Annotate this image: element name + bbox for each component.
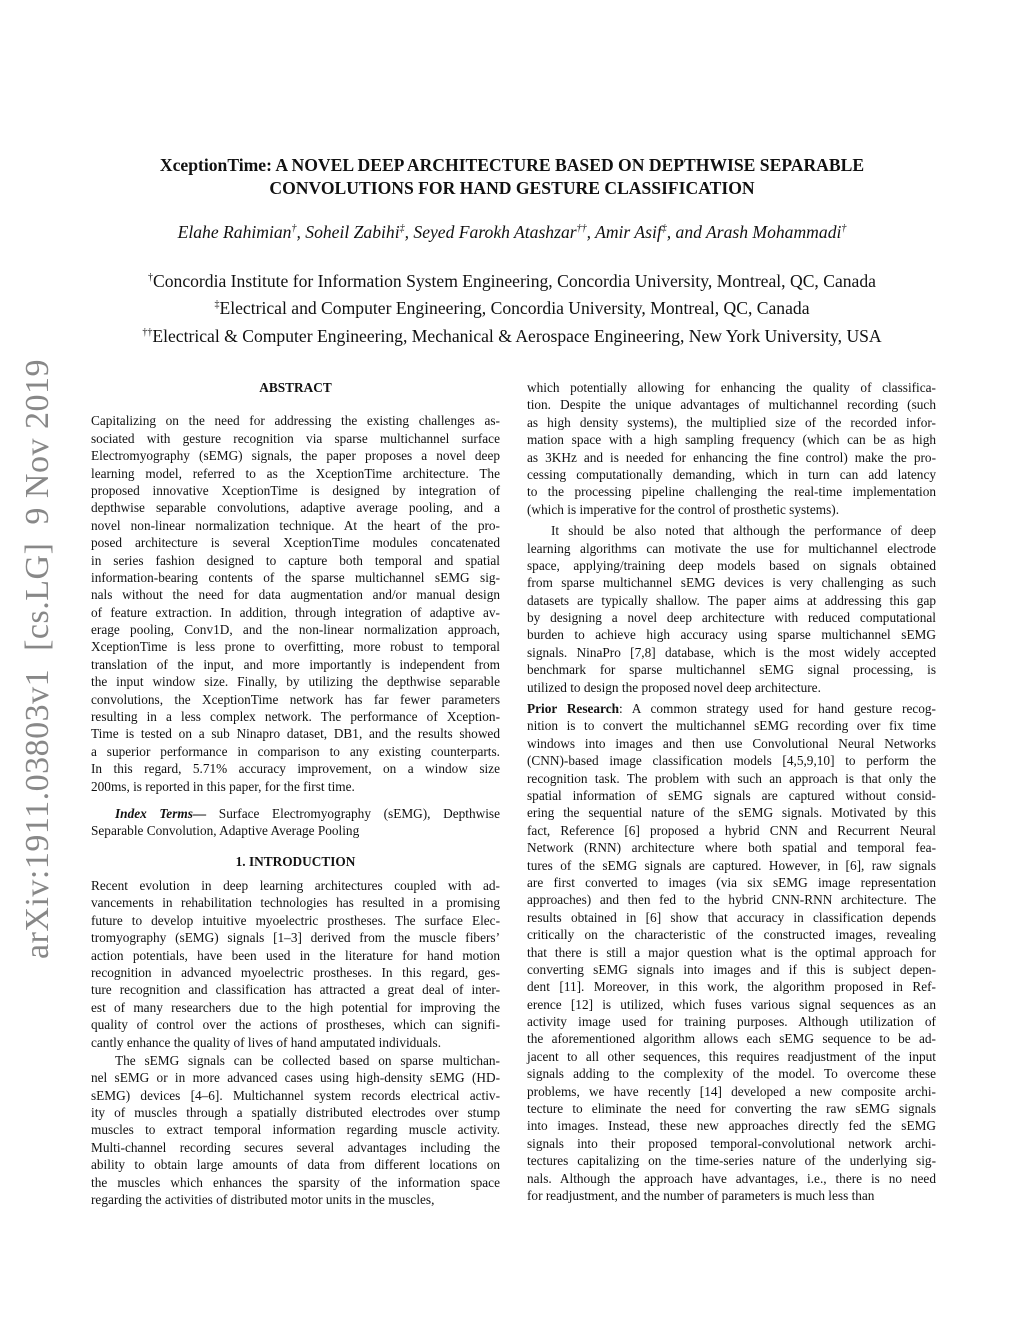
text-line — [91, 638, 500, 655]
line-text: regarding the activities of distributed motor units in the muscles, — [91, 1192, 435, 1208]
paragraph-lead-in: Prior Research — [527, 701, 620, 717]
line-text: dent [11]. Moreover, in this work, the algorithm proposed in Ref- — [527, 979, 936, 995]
line-text: posed architecture is several XceptionTime modules concatenated — [91, 535, 500, 551]
line-text: muscles to extract temporal information regarding muscle activity. — [91, 1122, 500, 1138]
line-text: of feature extraction. In addition, through integration of adaptive av- — [91, 604, 500, 620]
line-text: utilized to design the proposed novel deep architecture. — [527, 679, 821, 695]
text-line — [91, 1016, 500, 1033]
line-text: nition is to convert the multichannel sEMG recording over fix time — [527, 718, 936, 734]
text-line — [91, 656, 500, 673]
affiliation-mark: †† — [576, 223, 587, 235]
line-text: mation space with a high sampling frequency (which can be as high — [527, 432, 936, 448]
line-text: novel non-linear normalization technique. At the heart of the pro- — [91, 517, 500, 533]
line-text: sEMG) devices [4–6]. Multichannel system records electrical activ- — [91, 1087, 500, 1103]
line-text: recognition task. The problem with such an approach is that only the — [527, 770, 936, 786]
text-line — [527, 661, 936, 678]
line-text: recognition in advanced myoelectric prostheses. In this regard, ges- — [91, 964, 500, 980]
text-line — [91, 621, 500, 638]
text-line — [527, 449, 936, 466]
introduction-right-column — [527, 379, 936, 1204]
line-text: by designing a novel deep architecture with reduced computational — [527, 610, 936, 626]
author-name: and Arash Mohammadi — [675, 222, 842, 242]
line-text: fact, Reference [6] proposed a hybrid CNN and Recurrent Neural — [527, 822, 936, 838]
line-text: erage pooling, Conv1D, and the non-linear normalization approach, — [91, 622, 500, 638]
affiliation-text: Electrical and Computer Engineering, Concordia University, Montreal, QC, Canada — [219, 298, 810, 319]
paragraph — [91, 412, 500, 795]
line-text: quality of control over the actions of prostheses, which can signifi- — [91, 1017, 500, 1033]
line-text: spatial information of sEMG signals are captured without consid- — [527, 787, 936, 803]
text-line — [91, 760, 500, 777]
line-text: burden to achieve high accuracy using sparse multichannel sEMG — [527, 627, 936, 643]
introduction-heading-block — [91, 853, 500, 870]
line-text: nel sEMG or in more advanced cases using high-density sEMG (HD- — [91, 1070, 500, 1086]
line-text: future to develop intuitive myoelectric prostheses. The surface Elec- — [91, 912, 500, 928]
line-text: Surface Electromyography (sEMG), Depthwise — [206, 806, 500, 821]
text-line — [527, 414, 936, 431]
affiliation-mark: ‡ — [399, 223, 405, 235]
line-text: XceptionTime is less prone to overfitting, more robust to temporal — [91, 639, 500, 655]
line-text: datasets are typically shallow. The paper aims at addressing this gap — [527, 592, 936, 608]
text-line — [527, 700, 936, 717]
line-text: the input window size. Finally, by utilizing the depthwise separable — [91, 674, 500, 690]
line-text: Separable Convolution, Adaptive Average Pooling — [91, 823, 360, 839]
text-line — [527, 735, 936, 752]
text-line — [91, 412, 500, 429]
author-name: Soheil Zabihi — [305, 222, 400, 242]
text-line — [91, 964, 500, 981]
line-text: critically on the characteristic of the constructed images, revealing — [527, 927, 936, 943]
affiliation-line — [40, 321, 984, 348]
line-text: in series fashion designed to capture both temporal and spatial — [91, 552, 500, 568]
text-line — [91, 691, 500, 708]
line-text: tion. Despite the unique advantages of multichannel recording (such — [527, 397, 936, 413]
line-text: tromyography (sEMG) signals [1–3] derived from the muscle fibers’ — [91, 930, 500, 946]
line-text: cessing computationally demanding, which in turn can add latency — [527, 466, 936, 482]
text-line — [91, 499, 500, 516]
abstract-heading: ABSTRACT — [259, 380, 332, 395]
text-line — [527, 483, 936, 500]
line-text: as 3KHz and is needed for enhancing the fine control) make the pro- — [527, 449, 936, 465]
text-line — [91, 778, 500, 795]
paper-title — [60, 154, 964, 200]
text-line — [91, 604, 500, 621]
text-line — [527, 1048, 936, 1065]
text-line — [527, 996, 936, 1013]
text-line — [527, 1135, 936, 1152]
affiliation-mark: ‡ — [214, 299, 220, 311]
line-text: Recent evolution in deep learning architectures coupled with ad- — [91, 878, 500, 893]
line-text: as high density systems), the multiplied size of the recorded infor- — [527, 414, 936, 430]
text-line — [527, 804, 936, 821]
text-line — [91, 1156, 500, 1173]
text-line — [91, 1121, 500, 1138]
text-line — [527, 540, 936, 557]
line-text: into images. Instead, these new approaches directly fed the sEMG — [527, 1118, 936, 1134]
line-text: nals. Although the approach have advantages, i.e., there is no need — [527, 1170, 936, 1186]
abstract-section — [91, 379, 500, 795]
line-text: vancements in rehabilitation technologies has resulted in a promising — [91, 895, 500, 911]
affiliations — [40, 266, 984, 348]
line-text: : A common strategy used for hand gesture recog- — [619, 701, 936, 717]
text-line — [527, 1170, 936, 1187]
text-line — [91, 743, 500, 760]
line-text: tectures capitalizing on the time-series nature of the underlying sig- — [527, 1153, 936, 1169]
line-text: approaches) and then fed to the hybrid CNN-RNN architecture. The — [527, 892, 936, 908]
text-line — [527, 592, 936, 609]
text-line — [527, 626, 936, 643]
text-line — [527, 717, 936, 734]
line-text: the muscles which enhances the sparsity of the information space — [91, 1174, 500, 1190]
text-line — [91, 430, 500, 447]
line-text: benchmark for sparse multichannel sEMG signal processing, is — [527, 662, 936, 678]
introduction-left-column — [91, 877, 500, 1208]
line-text: learning algorithms can motivate the use for multichannel electrode — [527, 540, 936, 556]
line-text: to the processing pipeline challenging the real-time implementation — [527, 484, 936, 500]
introduction-heading: 1. INTRODUCTION — [235, 854, 356, 869]
line-text: activity image used for training purposes. Although utilization of — [527, 1014, 936, 1030]
line-text: ering the sequential nature of the sEMG signals. Motivated by this — [527, 805, 936, 821]
abstract-body — [91, 412, 500, 795]
line-text: tures of the sEMG signals are captured. However, in [6], raw signals — [527, 857, 936, 873]
text-line — [91, 1034, 500, 1051]
line-text: Capitalizing on the need for addressing the existing challenges as- — [91, 413, 500, 429]
text-line — [91, 586, 500, 603]
text-line — [91, 725, 500, 742]
line-text: converting sEMG signals into images and if this is subject depen- — [527, 961, 936, 977]
line-text: ability to obtain large amounts of data from different locations on — [91, 1157, 500, 1173]
line-text: translation of the input, and more importantly is independent from — [91, 656, 500, 672]
text-line — [91, 673, 500, 690]
line-text: 200ms, is reported in this paper, for the first time. — [91, 778, 355, 794]
text-line — [91, 877, 500, 894]
affiliation-mark: † — [291, 223, 297, 235]
line-text: In this regard, 5.71% accuracy improvement, on a window size — [91, 761, 500, 777]
line-text: a superior performance in comparison to any existing counterparts. — [91, 743, 500, 759]
text-line — [91, 1069, 500, 1086]
text-line — [91, 1139, 500, 1156]
text-line — [91, 1104, 500, 1121]
paragraph — [527, 700, 936, 1204]
affiliation-mark: † — [841, 223, 847, 235]
line-text: resulting in a less complex network. The performance of Xception- — [91, 709, 500, 725]
line-text: from sparse multichannel sEMG devices is very challenging as such — [527, 575, 936, 591]
text-line — [527, 1065, 936, 1082]
line-text: problems, we have recently [14] developed a new composite archi- — [527, 1083, 936, 1099]
text-line — [527, 909, 936, 926]
text-line — [91, 1174, 500, 1191]
line-text: nals without the need for data augmentation and/or manual design — [91, 587, 500, 603]
index-terms — [91, 805, 500, 840]
text-line — [527, 978, 936, 995]
line-text: action potentials, have been used in the literature for hand motion — [91, 947, 500, 963]
text-line — [91, 465, 500, 482]
text-line — [527, 1117, 936, 1134]
line-text: Network (RNN) architecture where both spatial and temporal fea- — [527, 840, 936, 856]
affiliation-mark: †† — [142, 326, 153, 338]
line-text: ity of muscles through a spatially distributed electrodes over stump — [91, 1105, 500, 1121]
author-list: Elahe Rahimian†, Soheil Zabihi‡, Seyed Farokh Atashzar††, Amir Asif‡, and Arash Mohammadi† — [177, 222, 847, 242]
line-text: It should be also noted that although the performance of deep — [551, 523, 936, 539]
line-text: which potentially allowing for enhancing the quality of classifica- — [527, 380, 936, 395]
line-text: signals into their proposed temporal-convolutional network archi- — [527, 1135, 936, 1151]
text-line — [527, 609, 936, 626]
line-text: (which is imperative for the control of prosthetic systems). — [527, 501, 840, 517]
line-text: (CNN)-based image classification models [4,5,9,10] to perform the — [527, 753, 936, 769]
line-text: est of many researchers due to the high potential for improving the — [91, 999, 500, 1015]
line-text: for readjustment, and the number of parameters is much less than — [527, 1187, 875, 1203]
affiliation-mark: ‡ — [661, 223, 667, 235]
text-line — [527, 787, 936, 804]
text-line — [527, 944, 936, 961]
line-text: Time is tested on a sub Ninapro dataset, DB1, and the results showed — [91, 726, 500, 742]
title-line: CONVOLUTIONS FOR HAND GESTURE CLASSIFICATION — [269, 178, 755, 198]
text-line — [91, 894, 500, 911]
text-line — [527, 1013, 936, 1030]
line-text: results obtained in [6] show that accuracy in classification depends — [527, 909, 936, 925]
line-text: that there is still a major question what is the optimal approach for — [527, 944, 936, 960]
text-line — [91, 1087, 500, 1104]
line-text: proposed innovative XceptionTime is designed by integration of — [91, 482, 500, 498]
paragraph — [91, 877, 500, 1051]
line-text: windows into images and then use Convolutional Neural Networks — [527, 735, 936, 751]
text-line — [527, 822, 936, 839]
text-line — [527, 522, 936, 539]
line-text: are first converted to images (via six sEMG image representation — [527, 874, 936, 890]
text-line — [91, 929, 500, 946]
text-line — [527, 379, 936, 396]
line-text: The sEMG signals can be collected based on sparse multichan- — [115, 1052, 500, 1068]
text-line — [527, 574, 936, 591]
text-line — [527, 466, 936, 483]
text-line — [527, 1030, 936, 1047]
text-line — [91, 517, 500, 534]
text-line — [527, 679, 936, 696]
text-line — [527, 1100, 936, 1117]
text-line — [91, 805, 500, 822]
text-line — [91, 947, 500, 964]
text-line — [527, 431, 936, 448]
line-text: Electromyography (sEMG) signals, the paper proposes a novel deep — [91, 448, 500, 464]
line-text: cantly enhance the quality of lives of hand amputated individuals. — [91, 1034, 442, 1050]
text-line — [91, 822, 500, 839]
text-line — [91, 1191, 500, 1208]
text-line — [527, 1083, 936, 1100]
title-line: XceptionTime: A NOVEL DEEP ARCHITECTURE BASED ON DEPTHWISE SEPARABLE — [159, 155, 865, 175]
text-line — [91, 569, 500, 586]
affiliation-line — [40, 293, 984, 320]
arxiv-identifier-stamp: arXiv:1911.03803v1 [cs.LG] 9 Nov 2019 — [19, 359, 56, 959]
text-line — [91, 708, 500, 725]
line-text: depthwise separable convolutions, adaptive average pooling, and a — [91, 500, 500, 516]
affiliation-mark: † — [148, 272, 153, 283]
line-text: the aforementioned algorithm allows each sEMG sequence to be ad- — [527, 1031, 936, 1047]
text-line — [91, 447, 500, 464]
text-line — [91, 912, 500, 929]
text-line — [527, 961, 936, 978]
author-name: Seyed Farokh Atashzar — [413, 222, 577, 242]
line-text: information-bearing contents of the sparse multichannel sEMG sig- — [91, 569, 500, 585]
line-text: ture recognition and classification has attracted a great deal of inter- — [91, 982, 500, 998]
line-text: learning model, referred to as the XceptionTime architecture. The — [91, 465, 500, 481]
line-text: erence [12] is utilized, which fuses various signal sequences as an — [527, 996, 936, 1012]
text-line — [527, 1187, 936, 1204]
line-text: signals adding to the complexity of the model. To overcome these — [527, 1066, 936, 1082]
line-text: convolutions, the XceptionTime network has far fewer parameters — [91, 691, 500, 707]
text-line — [527, 644, 936, 661]
paragraph — [527, 379, 936, 518]
affiliation-text: Electrical & Computer Engineering, Mechanical & Aerospace Engineering, New York University, USA — [152, 325, 882, 346]
line-text: sociated with gesture recognition via sparse multichannel surface — [91, 430, 500, 446]
text-line — [527, 396, 936, 413]
line-text: Multi-channel recording secures several advantages including the — [91, 1139, 500, 1155]
text-line — [527, 839, 936, 856]
affiliation-text: Concordia Institute for Information System Engineering, Concordia University, Montreal, QC, Canada — [153, 270, 876, 291]
text-line — [527, 557, 936, 574]
text-line — [91, 482, 500, 499]
affiliation-line — [40, 266, 984, 293]
text-line — [527, 874, 936, 891]
text-line — [91, 534, 500, 551]
text-line — [527, 752, 936, 769]
text-line — [91, 981, 500, 998]
text-line — [527, 891, 936, 908]
line-text: tecture to eliminate the need for converting the raw sEMG signals — [527, 1101, 936, 1117]
text-line — [91, 999, 500, 1016]
text-line — [527, 857, 936, 874]
text-line — [91, 552, 500, 569]
index-terms-label: Index Terms— — [115, 806, 207, 821]
text-line — [527, 926, 936, 943]
author-name: Elahe Rahimian — [177, 222, 292, 242]
text-line — [527, 501, 936, 518]
paragraph — [527, 522, 936, 696]
paragraph — [91, 1052, 500, 1209]
text-line — [527, 1152, 936, 1169]
line-text: space, applying/training deep models based on signals obtained — [527, 557, 936, 573]
text-line — [527, 770, 936, 787]
line-text: jacent to all other sequences, this requires readjustment of the input — [527, 1048, 936, 1064]
line-text: signals. NinaPro [7,8] database, which is the most widely accepted — [527, 644, 936, 660]
text-line — [91, 1052, 500, 1069]
author-name: Amir Asif — [595, 222, 662, 242]
